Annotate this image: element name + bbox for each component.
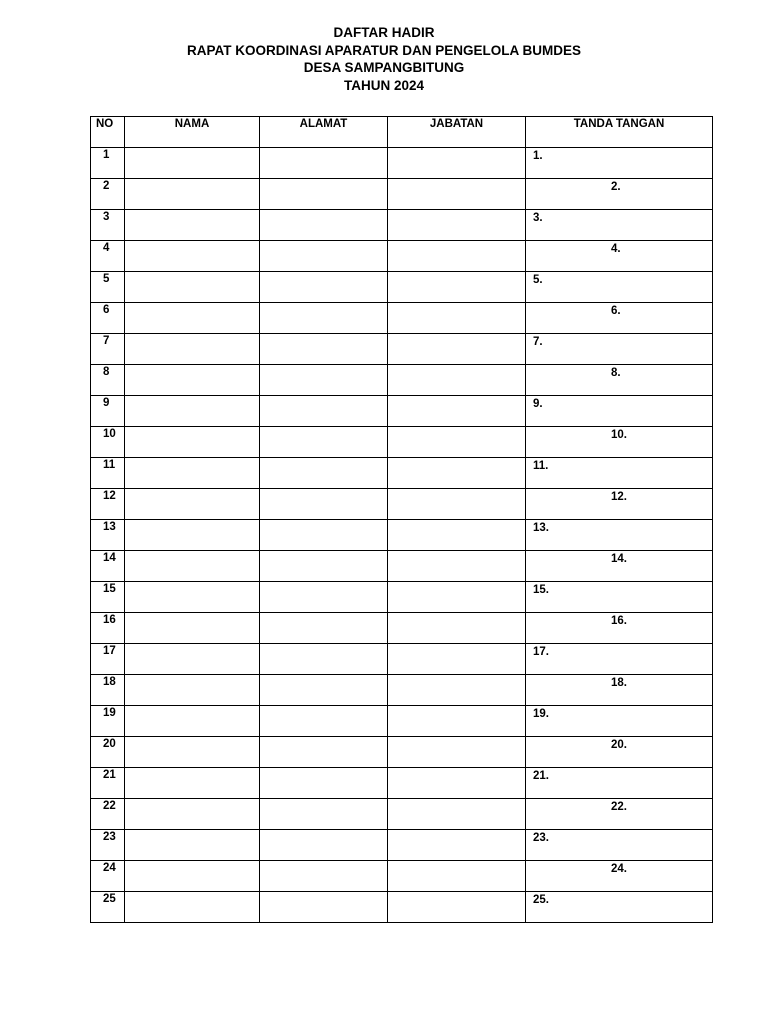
signature-number: 20. — [611, 739, 627, 751]
nama-cell — [125, 768, 260, 799]
table-row — [91, 334, 713, 365]
signature-cell — [526, 303, 713, 334]
jabatan-cell — [388, 582, 526, 613]
column-header-nama: NAMA — [125, 117, 260, 148]
table-row — [91, 582, 713, 613]
nama-cell — [125, 737, 260, 768]
alamat-cell — [260, 334, 388, 365]
jabatan-cell — [388, 365, 526, 396]
header-meeting-name: RAPAT KOORDINASI APARATUR DAN PENGELOLA BUMDES — [187, 42, 581, 58]
signature-cell — [526, 334, 713, 365]
signature-cell — [526, 861, 713, 892]
signature-cell — [526, 706, 713, 737]
table-row — [91, 737, 713, 768]
row-number-cell: 18 — [91, 675, 125, 706]
signature-number: 25. — [533, 894, 549, 906]
nama-cell — [125, 427, 260, 458]
jabatan-cell — [388, 148, 526, 179]
signature-cell — [526, 489, 713, 520]
table-row — [91, 613, 713, 644]
nama-cell — [125, 396, 260, 427]
row-number-cell: 10 — [91, 427, 125, 458]
table-row — [91, 148, 713, 179]
alamat-cell — [260, 675, 388, 706]
jabatan-cell — [388, 675, 526, 706]
table-row — [91, 861, 713, 892]
jabatan-cell — [388, 272, 526, 303]
table-row — [91, 396, 713, 427]
signature-cell — [526, 241, 713, 272]
table-row — [91, 520, 713, 551]
signature-number: 15. — [533, 584, 549, 596]
nama-cell — [125, 272, 260, 303]
row-number-cell: 19 — [91, 706, 125, 737]
signature-number: 2. — [611, 181, 621, 193]
jabatan-cell — [388, 551, 526, 582]
signature-cell — [526, 799, 713, 830]
signature-number: 12. — [611, 491, 627, 503]
alamat-cell — [260, 892, 388, 923]
row-number-cell: 22 — [91, 799, 125, 830]
table-row — [91, 799, 713, 830]
row-number-cell: 3 — [91, 210, 125, 241]
signature-number: 24. — [611, 863, 627, 875]
table-row — [91, 892, 713, 923]
row-number-cell: 8 — [91, 365, 125, 396]
signature-cell — [526, 427, 713, 458]
signature-number: 9. — [533, 398, 543, 410]
row-number-cell: 16 — [91, 613, 125, 644]
row-number-cell: 11 — [91, 458, 125, 489]
row-number-cell: 12 — [91, 489, 125, 520]
nama-cell — [125, 148, 260, 179]
signature-cell — [526, 365, 713, 396]
signature-cell — [526, 520, 713, 551]
signature-cell — [526, 768, 713, 799]
alamat-cell — [260, 644, 388, 675]
jabatan-cell — [388, 396, 526, 427]
attendance-table — [90, 116, 713, 923]
signature-cell — [526, 675, 713, 706]
nama-cell — [125, 675, 260, 706]
signature-cell — [526, 582, 713, 613]
alamat-cell — [260, 861, 388, 892]
table-row — [91, 303, 713, 334]
row-number-cell: 20 — [91, 737, 125, 768]
header-village: DESA SAMPANGBITUNG — [303, 60, 465, 75]
table-row — [91, 675, 713, 706]
column-header-no: NO — [91, 117, 125, 148]
jabatan-cell — [388, 489, 526, 520]
table-row — [91, 830, 713, 861]
table-row — [91, 365, 713, 396]
signature-cell — [526, 613, 713, 644]
row-number-cell: 24 — [91, 861, 125, 892]
signature-cell — [526, 210, 713, 241]
row-number-cell: 4 — [91, 241, 125, 272]
column-header-tanda-tangan: TANDA TANGAN — [526, 117, 713, 148]
jabatan-cell — [388, 520, 526, 551]
signature-cell — [526, 272, 713, 303]
nama-cell — [125, 241, 260, 272]
table-row — [91, 706, 713, 737]
nama-cell — [125, 365, 260, 396]
signature-number: 8. — [611, 367, 621, 379]
signature-cell — [526, 179, 713, 210]
signature-number: 13. — [533, 522, 549, 534]
signature-cell — [526, 830, 713, 861]
nama-cell — [125, 830, 260, 861]
signature-number: 5. — [533, 274, 543, 286]
alamat-cell — [260, 272, 388, 303]
jabatan-cell — [388, 241, 526, 272]
signature-number: 10. — [611, 429, 627, 441]
signature-cell — [526, 737, 713, 768]
signature-cell — [526, 551, 713, 582]
table-row — [91, 458, 713, 489]
jabatan-cell — [388, 334, 526, 365]
jabatan-cell — [388, 644, 526, 675]
row-number-cell: 5 — [91, 272, 125, 303]
row-number-cell: 17 — [91, 644, 125, 675]
signature-number: 21. — [533, 770, 549, 782]
signature-number: 22. — [611, 801, 627, 813]
jabatan-cell — [388, 179, 526, 210]
table-header-row — [91, 117, 713, 148]
alamat-cell — [260, 396, 388, 427]
table-row — [91, 179, 713, 210]
row-number-cell: 23 — [91, 830, 125, 861]
alamat-cell — [260, 148, 388, 179]
row-number-cell: 25 — [91, 892, 125, 923]
column-header-alamat: ALAMAT — [260, 117, 388, 148]
table-row — [91, 272, 713, 303]
nama-cell — [125, 613, 260, 644]
document-header — [0, 24, 768, 94]
column-header-jabatan: JABATAN — [388, 117, 526, 148]
table-row — [91, 489, 713, 520]
signature-cell — [526, 148, 713, 179]
table-row — [91, 768, 713, 799]
alamat-cell — [260, 582, 388, 613]
alamat-cell — [260, 737, 388, 768]
signature-number: 11. — [533, 460, 549, 472]
row-number-cell: 7 — [91, 334, 125, 365]
table-row — [91, 427, 713, 458]
row-number-cell: 21 — [91, 768, 125, 799]
signature-number: 4. — [611, 243, 621, 255]
alamat-cell — [260, 303, 388, 334]
table-row — [91, 241, 713, 272]
signature-cell — [526, 396, 713, 427]
nama-cell — [125, 706, 260, 737]
alamat-cell — [260, 551, 388, 582]
alamat-cell — [260, 706, 388, 737]
alamat-cell — [260, 365, 388, 396]
jabatan-cell — [388, 861, 526, 892]
row-number-cell: 14 — [91, 551, 125, 582]
signature-cell — [526, 644, 713, 675]
nama-cell — [125, 861, 260, 892]
nama-cell — [125, 582, 260, 613]
signature-number: 16. — [611, 615, 627, 627]
alamat-cell — [260, 520, 388, 551]
signature-cell — [526, 458, 713, 489]
table-row — [91, 210, 713, 241]
signature-number: 23. — [533, 832, 549, 844]
row-number-cell: 15 — [91, 582, 125, 613]
signature-number: 19. — [533, 708, 549, 720]
signature-number: 14. — [611, 553, 627, 565]
row-number-cell: 1 — [91, 148, 125, 179]
alamat-cell — [260, 830, 388, 861]
jabatan-cell — [388, 427, 526, 458]
signature-number: 7. — [533, 336, 543, 348]
table-row — [91, 551, 713, 582]
nama-cell — [125, 644, 260, 675]
nama-cell — [125, 892, 260, 923]
table-body — [91, 148, 713, 923]
signature-number: 18. — [611, 677, 627, 689]
row-number-cell: 6 — [91, 303, 125, 334]
nama-cell — [125, 334, 260, 365]
nama-cell — [125, 551, 260, 582]
jabatan-cell — [388, 799, 526, 830]
jabatan-cell — [388, 830, 526, 861]
signature-number: 17. — [533, 646, 549, 658]
jabatan-cell — [388, 303, 526, 334]
signature-cell — [526, 892, 713, 923]
nama-cell — [125, 458, 260, 489]
row-number-cell: 2 — [91, 179, 125, 210]
jabatan-cell — [388, 768, 526, 799]
nama-cell — [125, 489, 260, 520]
alamat-cell — [260, 210, 388, 241]
alamat-cell — [260, 613, 388, 644]
alamat-cell — [260, 489, 388, 520]
table-row — [91, 644, 713, 675]
nama-cell — [125, 799, 260, 830]
header-year: TAHUN 2024 — [343, 77, 425, 93]
header-title: DAFTAR HADIR — [333, 25, 435, 40]
nama-cell — [125, 210, 260, 241]
row-number-cell: 13 — [91, 520, 125, 551]
jabatan-cell — [388, 706, 526, 737]
signature-number: 3. — [533, 212, 543, 224]
jabatan-cell — [388, 737, 526, 768]
alamat-cell — [260, 427, 388, 458]
signature-number: 1. — [533, 150, 543, 162]
signature-number: 6. — [611, 305, 621, 317]
alamat-cell — [260, 799, 388, 830]
jabatan-cell — [388, 458, 526, 489]
nama-cell — [125, 179, 260, 210]
jabatan-cell — [388, 210, 526, 241]
nama-cell — [125, 520, 260, 551]
jabatan-cell — [388, 892, 526, 923]
row-number-cell: 9 — [91, 396, 125, 427]
jabatan-cell — [388, 613, 526, 644]
alamat-cell — [260, 179, 388, 210]
alamat-cell — [260, 241, 388, 272]
alamat-cell — [260, 458, 388, 489]
alamat-cell — [260, 768, 388, 799]
nama-cell — [125, 303, 260, 334]
